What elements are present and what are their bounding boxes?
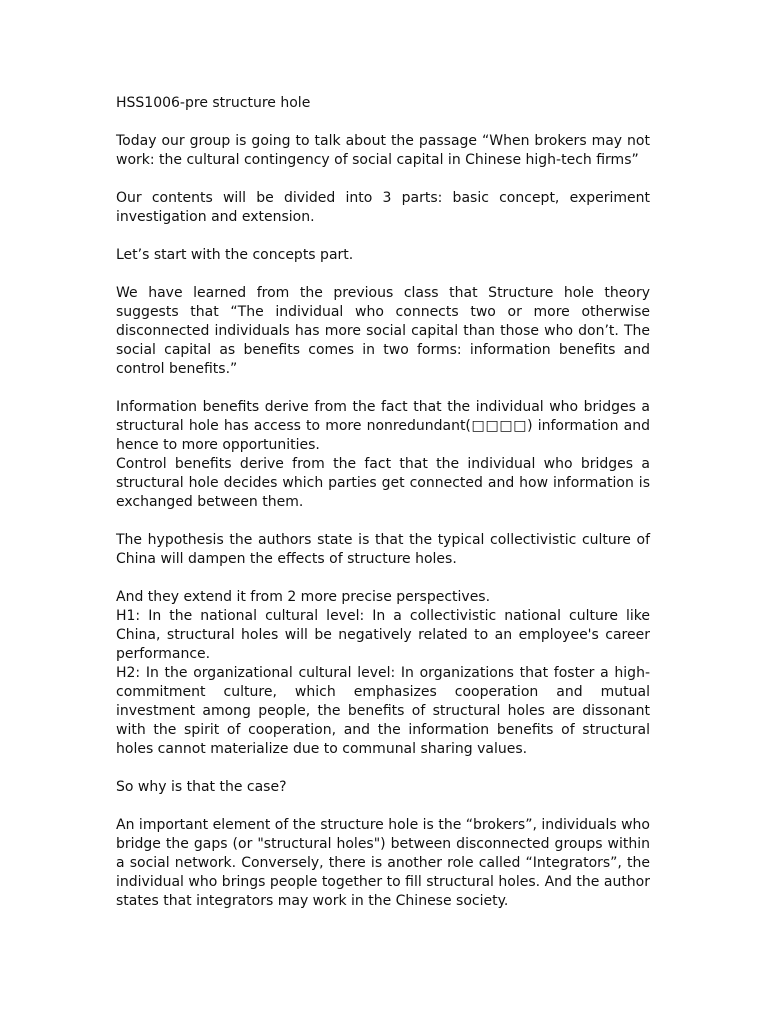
paragraph-spacer [116,797,650,816]
paragraph-spacer [116,512,650,531]
document-page [116,94,650,911]
paragraph-h1: H1: In the national cultural level: In a collectivistic national culture like China, structural holes will be negatively related to an employee's career performance. [116,608,650,662]
paragraph-spacer [116,569,650,588]
paragraph-spacer [116,227,650,246]
paragraph-spacer [116,265,650,284]
paragraph-spacer [116,379,650,398]
paragraph-question: So why is that the case? [116,779,287,795]
paragraph-spacer [116,170,650,189]
paragraph-information-benefits: Information benefits derive from the fact that the individual who bridges a structural hole has access to more nonredundant(□□□□) information and hence to more opportunities. [116,399,650,453]
paragraph-intro: Today our group is going to talk about the passage “When brokers may not work: the cultural contingency of social capital in Chinese high-tech firms” [116,133,650,168]
paragraph-spacer [116,759,650,778]
paragraph-contents: Our contents will be divided into 3 parts: basic concept, experiment investigation and extension. [116,190,650,225]
document-title: HSS1006-pre structure hole [116,95,311,111]
paragraph-hypothesis: The hypothesis the authors state is that the typical collectivistic culture of China will dampen the effects of structure holes. [116,532,650,567]
paragraph-h2: H2: In the organizational cultural level: In organizations that foster a high-commitment culture, which emphasizes cooperation and mutual investment among people, the benefits of structural holes are dissonant with the spirit of cooperation, and the information benefits of structural holes cannot materialize due to communal sharing values. [116,665,650,757]
paragraph-brokers-integrators: An important element of the structure hole is the “brokers”, individuals who bridge the gaps (or "structural holes") between disconnected groups within a social network. Conversely, there is another role called “Integrators”, the individual who brings people together to fill structural holes. And the author states that integrators may work in the Chinese society. [116,817,650,909]
paragraph-perspectives: And they extend it from 2 more precise perspectives. [116,589,491,605]
paragraph-spacer [116,113,650,132]
paragraph-concepts-start: Let’s start with the concepts part. [116,247,354,263]
paragraph-control-benefits: Control benefits derive from the fact that the individual who bridges a structural hole decides which parties get connected and how information is exchanged between them. [116,456,650,510]
paragraph-structure-hole-theory: We have learned from the previous class that Structure hole theory suggests that “The individual who connects two or more otherwise disconnected individuals has more social capital than those who don’t. The social capital as benefits comes in two forms: information benefits and control benefits.” [116,285,650,377]
